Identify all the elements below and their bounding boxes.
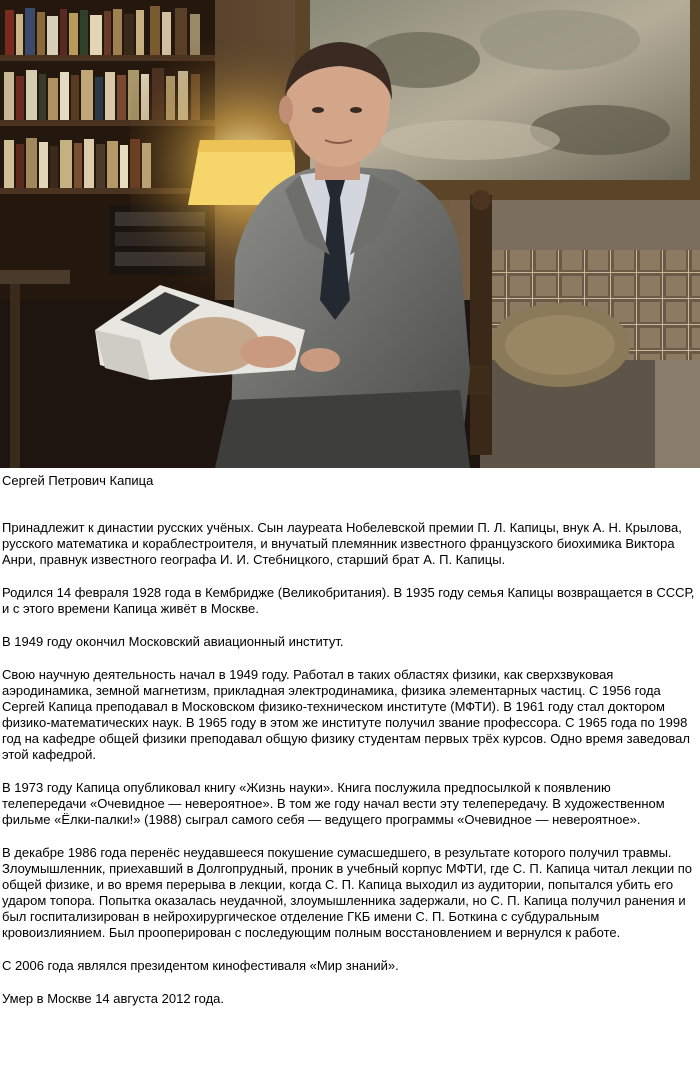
paragraph-attack: В декабре 1986 года перенёс неудавшееся покушение сумасшедшего, в результате которого получил травмы. Злоумышленник, приехавший в Долгопрудный, проник в учебный корпус МФТИ, где С. П. Капица читал лекции по общей физике, и во время перерыва в лекции, когда С. П. Капица выходил из аудитории, попытался убить его ударом топора. Попытка оказалась неудачной, злоумышленника задержали, но С. П. Капица получил ранения и был госпитализирован в нейрохирургическое отделение ГКБ имени С. П. Боткина с субдуральным кровоизлиянием. Был прооперирован с последующим полным восстановлением и вернулся к работе. (2, 845, 692, 940)
paragraph-education: В 1949 году окончил Московский авиационный институт. (2, 634, 344, 649)
paragraph-television: В 1973 году Капица опубликовал книгу «Жизнь науки». Книга послужила предпосылкой к появлению телепередачи «Очевидное — невероятное». В том же году начал вести эту телепередачу. В художественном фильме «Ёлки-палки!» (1988) сыграл самого себя — ведущего программы «Очевидное — невероятное». (2, 780, 665, 827)
biography-article (2, 520, 698, 1024)
paragraph-festival: С 2006 года являлся президентом кинофестиваля «Мир знаний». (2, 958, 399, 973)
paragraph-birth: Родился 14 февраля 1928 года в Кембридже (Великобритания). В 1935 году семья Капицы возвращается в СССР, и с этого времени Капица живёт в Москве. (2, 585, 695, 616)
paragraph-death: Умер в Москве 14 августа 2012 года. (2, 991, 225, 1006)
portrait-photo (0, 0, 700, 468)
photo-caption: Сергей Петрович Капица (2, 473, 154, 488)
paragraph-family: Принадлежит к династии русских учёных. Сын лауреата Нобелевской премии П. Л. Капицы, внук А. Н. Крылова, русского математика и кораблестроителя, и внучатый племянник известного французского биохимика Виктора Анри, правнук известного географа И. И. Стебницкого, старший брат А. П. Капицы. (2, 520, 682, 567)
portrait-illustration (0, 0, 700, 468)
paragraph-career: Свою научную деятельность начал в 1949 году. Работал в таких областях физики, как сверхзвуковая аэродинамика, земной магнетизм, прикладная электродинамика, физика элементарных частиц. С 1956 года Сергей Капица преподавал в Московском физико-техническом институте (МФТИ). В 1961 году стал доктором физико-математических наук. В 1965 году в этом же институте получил звание профессора. С 1965 года по 1998 год на кафедре общей физики преподавал общую физику студентам первых трёх курсов. Одно время заведовал этой кафедрой. (2, 667, 690, 762)
